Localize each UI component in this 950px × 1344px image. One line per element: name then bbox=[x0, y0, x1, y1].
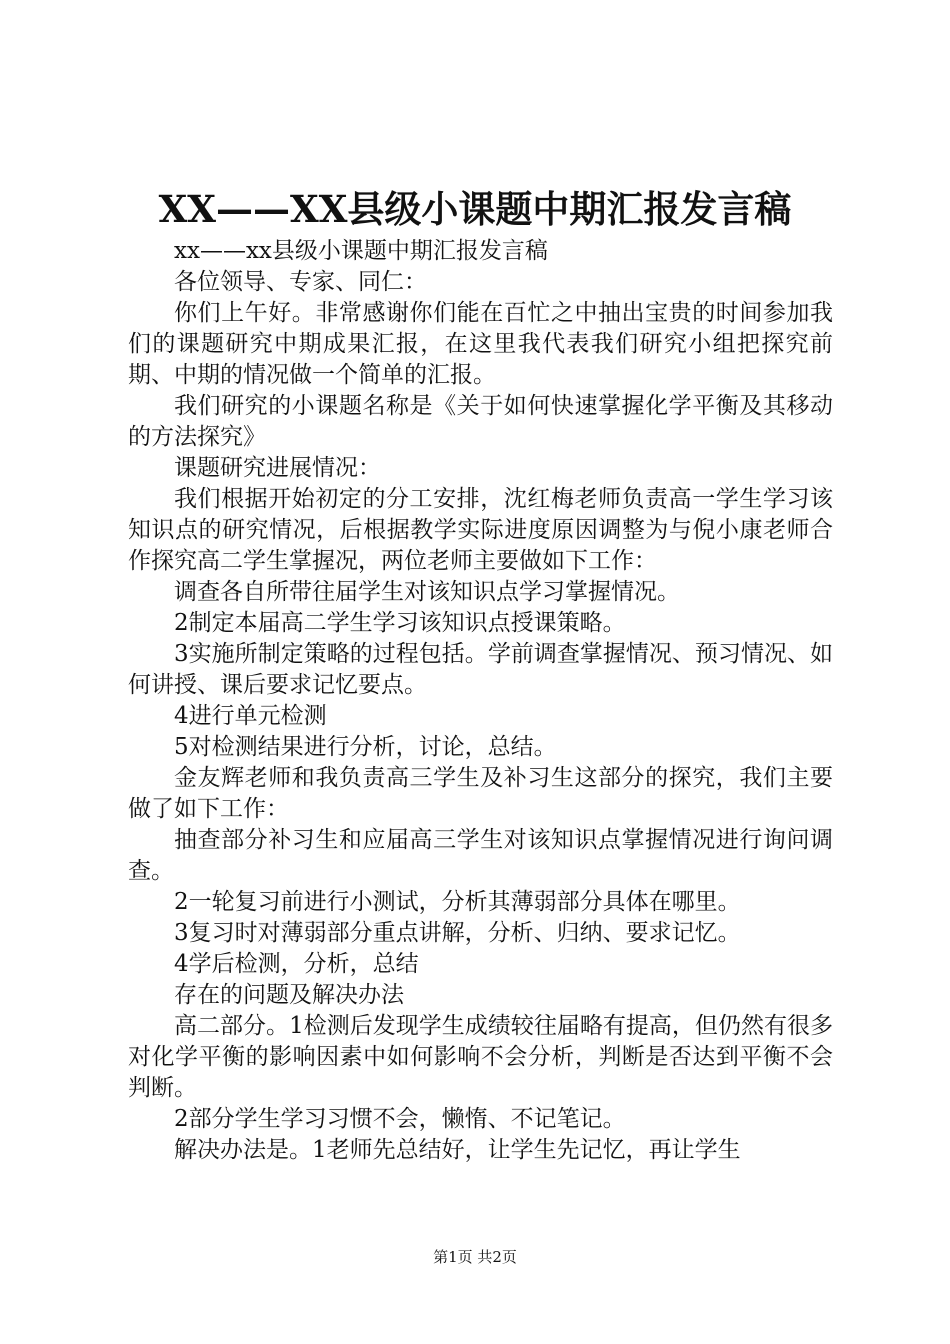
paragraph: 抽查部分补习生和应届高三学生对该知识点掌握情况进行询问调查。 bbox=[128, 827, 833, 884]
paragraph: 存在的问题及解决办法 bbox=[174, 982, 404, 1008]
paragraph: 各位领导、专家、同仁： bbox=[174, 269, 427, 295]
paragraph: 2部分学生学习习惯不会，懒惰、不记笔记。 bbox=[174, 1106, 626, 1132]
paragraph: 调查各自所带往届学生对该知识点学习掌握情况。 bbox=[174, 579, 680, 605]
paragraph: 3实施所制定策略的过程包括。学前调查掌握情况、预习情况、如何讲授、课后要求记忆要点。 bbox=[128, 641, 833, 698]
paragraph: 解决办法是。1老师先总结好，让学生先记忆，再让学生 bbox=[174, 1137, 741, 1163]
paragraph: 2一轮复习前进行小测试，分析其薄弱部分具体在哪里。 bbox=[174, 889, 741, 915]
page-footer: 第1页 共2页 bbox=[433, 1248, 517, 1266]
paragraph: 我们研究的小课题名称是《关于如何快速掌握化学平衡及其移动的方法探究》 bbox=[128, 393, 833, 450]
paragraph: 你们上午好。非常感谢你们能在百忙之中抽出宝贵的时间参加我们的课题研究中期成果汇报，在这里我代表我们研究小组把探究前期、中期的情况做一个简单的汇报。 bbox=[128, 300, 833, 388]
paragraph: 高二部分。1检测后发现学生成绩较往届略有提高，但仍然有很多对化学平衡的影响因素中如何影响不会分析，判断是否达到平衡不会判断。 bbox=[128, 1013, 833, 1101]
paragraph: 2制定本届高二学生学习该知识点授课策略。 bbox=[174, 610, 626, 636]
paragraph: xx——xx县级小课题中期汇报发言稿 bbox=[174, 238, 548, 264]
document-body bbox=[128, 236, 833, 1166]
paragraph: 3复习时对薄弱部分重点讲解，分析、归纳、要求记忆。 bbox=[174, 920, 741, 946]
paragraph: 我们根据开始初定的分工安排，沈红梅老师负责高一学生学习该知识点的研究情况，后根据教学实际进度原因调整为与倪小康老师合作探究高二学生掌握况，两位老师主要做如下工作： bbox=[128, 486, 833, 574]
document-title: XX——XX县级小课题中期汇报发言稿 bbox=[158, 187, 792, 231]
paragraph: 4学后检测，分析，总结 bbox=[174, 951, 419, 977]
paragraph: 金友辉老师和我负责高三学生及补习生这部分的探究，我们主要做了如下工作： bbox=[128, 765, 833, 822]
paragraph: 5对检测结果进行分析，讨论，总结。 bbox=[174, 734, 557, 760]
paragraph: 课题研究进展情况： bbox=[174, 455, 381, 481]
paragraph: 4进行单元检测 bbox=[174, 703, 327, 729]
